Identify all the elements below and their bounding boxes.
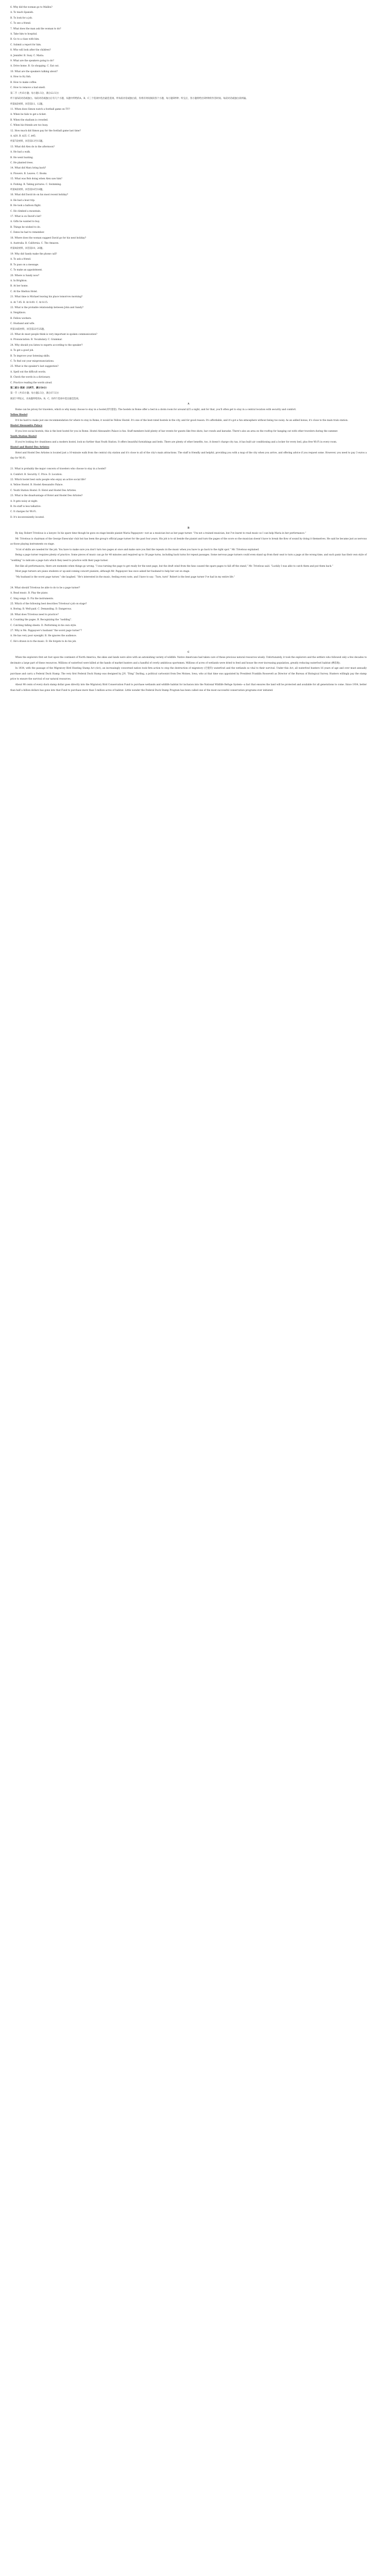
- question-line: 听第9段材料，回答第19、20题。: [10, 247, 45, 250]
- passage-paragraph: Most page turners are piano students or up-and-coming concert pianists, although Mr. Pappayoev has once asked her husband to help her out on stage.: [15, 570, 190, 573]
- passage-paragraph: By day, Robert Trivelous is a lawyer. In his spare time though he goes on stage beside pianist Maria Pappayoev—not as a musician but as her page turner. “I'm not a trained musician, but I've learnt to read music so I can help Maria in her performance.”: [15, 532, 306, 535]
- question-line: 11. When does Simon watch a football game on TV?: [10, 108, 70, 111]
- question-line: 24. Why should you listen to experts according to the speaker?: [10, 344, 83, 347]
- part2-instructions: 听下面5段对话或独白。每段对话或独白后有几个小题，从题中所给的A、B、C三个选项中选出最佳选项。听每段对话或独白前，你将有时间阅读各个小题，每小题5秒钟；听完后，各小题将给出5秒钟的作答时间。每段对话或独白读两遍。: [10, 97, 248, 100]
- question-line: 20. Where is Sandy now?: [10, 274, 40, 277]
- question-line: A. Pronunciation. B. Vocabulary. C. Grammar.: [10, 338, 63, 342]
- question-line: A. $20. B. $25. C. $45.: [10, 134, 37, 138]
- question-line: C. At the Shelton Hotel.: [10, 290, 38, 293]
- question-line: C. Husband and wife.: [10, 323, 35, 326]
- question-line: A. He has very poor eyesight. B. He ignores the audience.: [10, 635, 77, 638]
- question-line: C. Catching falling sheets. D. Performing in his own style.: [10, 624, 77, 627]
- question-line: 7. What does the man ask the woman to do?: [10, 27, 61, 30]
- question-line: A. Neighbors.: [10, 312, 26, 315]
- question-line: A. Take him to hospital.: [10, 33, 38, 36]
- question-line: C. Dates he had to remember.: [10, 231, 45, 234]
- question-line: 16. What did David do on his most recent holiday?: [10, 194, 68, 197]
- passage-paragraph: Mr. Trivelous is chairman of the George Enescular club but has been the group's official page turner for the past four years. His job is to sit beside the pianist and turn the pages of the score so the musician doesn't have to break the flow of sound by doing it themselves. He said he became just as nervous as those playing instruments on stage.: [10, 537, 367, 546]
- hostel-text-yellow: It'd be hard to make just one recommendation for where to stay in Rome; it would be Yellow Hostel. It's one of the best-rated hostels in the city, and for good reason. It's affordable, and it's got a fun atmosphere without being too noisy. As an added bonus, it's close to the main train station.: [15, 419, 349, 422]
- question-line: A. Comfort. B. Security. C. Price. D. Location.: [10, 473, 63, 476]
- question-line: 听第7段材料，回答第13至15题。: [10, 140, 45, 143]
- question-line: A. He had a boat trip.: [10, 199, 36, 202]
- question-line: 26. What does Trivelous need to practice?: [10, 613, 59, 616]
- passage-paragraph: In 1934, with the passage of the Migratory Bird Hunting Stamp Act (Act), an increasingly concerned nation took firm action to stop the destruction of migratory (迁徙的) waterfowl and the wetlands so vital to their survival. Under this Act, all waterfowl hunters 16 years of age and over must annually purchase and carry a Federal Duck Stamp. The very first Federal Duck Stamp was designed by J.N. “Ding” Darling, a political cartoonist from Des Moines, Iowa, who at that time was appointed by President Franklin Roosevelt as Director of the Bureau of Biological Survey. Hunters willingly pay the stamp price to ensure the survival of our natural resources.: [10, 667, 367, 681]
- question-line: 24. What should Trivelous be able to do to be a page turner?: [10, 586, 80, 589]
- passage-paragraph: But like all performances, there are moments when things go wrong. “I was turning the page to get ready for the next page, but the draft wind from the fans caused the spare pages to fall off the stand,” Mr. Trivelous said. “Luckily I was able to catch them and put them back.”: [15, 565, 333, 568]
- question-line: B. Go to a class with him.: [10, 38, 40, 41]
- question-line: 23. What do most people think is very important in spoken communication?: [10, 333, 97, 336]
- question-line: 22. Which hostel best suits people who enjoy an active social life?: [10, 479, 86, 482]
- question-line: C. How to remove a bad smell.: [10, 87, 46, 90]
- question-line: 8. Who will look after the children?: [10, 49, 51, 52]
- passage-b-body: [10, 531, 367, 580]
- question-line: D. It's inconveniently located.: [10, 516, 45, 519]
- hostel-text-des-artistes: Hotel and Hostel Des Artistes is located just a 10-minute walk from the central city station and it's close to all of the city's main attractions. The staff is friendly and helpful, providing you with a map of the city when you arrive, and offering advice if you request some. However, you need to pay 3 euros a day for Wi-Fi.: [10, 451, 367, 460]
- question-line: B. To pass on a message.: [10, 263, 39, 266]
- question-line: A. It gets noisy at night.: [10, 500, 38, 503]
- question-line: C. Submit a report for him.: [10, 43, 42, 46]
- question-line: A. Drive home. B. Go shopping. C. Eat out.: [10, 65, 59, 68]
- question-line: 21. What time is Michael leaving his place tomorrow morning?: [10, 296, 83, 299]
- hostel-heading-des-artistes: Hostel and Hostel Des Artistes: [10, 446, 49, 449]
- question-line: C. To see a friend.: [10, 22, 31, 25]
- question-line: C. To make an appointment.: [10, 269, 43, 272]
- listening-part1-questions: [10, 5, 367, 91]
- exam-page: [10, 0, 367, 693]
- question-line: B. He went hunting.: [10, 156, 33, 159]
- reading-part-title: 第二部分 阅读（共两节，满分50分）: [10, 387, 48, 390]
- question-line: C. Practice reading the words aloud.: [10, 381, 53, 384]
- question-line: A. To teach Spanish.: [10, 11, 34, 14]
- question-line: C. Youth Station Hostel. D. Hotel and Hostel Des Artistes.: [10, 489, 77, 492]
- question-line: C. When his friends are too busy.: [10, 124, 48, 127]
- question-line: C. It charges for Wi-Fi.: [10, 511, 37, 514]
- question-line: 12. How much did Simon pay for the football game last time?: [10, 129, 81, 132]
- passage-b-questions: [10, 586, 367, 645]
- question-line: A. Read music. B. Play the piano.: [10, 592, 48, 595]
- question-line: 25. What is the speaker's last suggestion?: [10, 365, 59, 368]
- question-line: B. At her home.: [10, 285, 28, 288]
- question-line: A. He had a walk.: [10, 151, 31, 154]
- reading-section1-instructions: 阅读下列短文，从每题所给的A、B、C、D四个选项中选出最佳选项。: [10, 397, 81, 400]
- question-line: A. At 7:45. B. At 8:00. C. At 8:15.: [10, 301, 48, 304]
- question-line: 听第10段材料，回答第23至25题。: [10, 328, 46, 331]
- question-line: B. Check the words in a dictionary.: [10, 376, 50, 379]
- question-line: C. He's drawn in to the music. D. He forgets to do his job.: [10, 640, 77, 643]
- hostel-heading-youth-station: Youth Station Hostel: [10, 435, 37, 438]
- question-line: B. Fellow workers.: [10, 317, 32, 320]
- question-line: B. When the stadium is crowded.: [10, 118, 48, 122]
- question-line: 10. What are the speakers talking about?: [10, 70, 58, 73]
- passage-c-label: C: [187, 651, 190, 654]
- question-line: 17. What is on David's list?: [10, 215, 42, 218]
- passage-paragraph: Being a page turner requires plenty of practice. Some pieces of music can go for 40 minutes and required up to 30 page turns, including back turns for repeat passages. Some nervous page turners could even stand up from their seat to turn a page at the wrong time, and such panic has their own style of “nodding” to indicate a page turn which they need to practice with their page turner.: [10, 554, 367, 563]
- passage-a-intro: Rome can be pricey for travelers, which is why many choose to stay in a hostel(青年旅馆). The hostels in Rome offer a bed in a dorm room for around $25 a night, and for that, you'll often get to stay in a central location with security and comfort.: [15, 408, 297, 411]
- question-line: 19. Why did Sandy make the phone call?: [10, 252, 57, 256]
- question-line: A. Gifts he wanted to buy.: [10, 221, 40, 224]
- question-line: A. In Brighton.: [10, 279, 27, 282]
- question-line: B. Things he wished to do.: [10, 226, 41, 229]
- question-line: 13. What did Alex do in the afternoon?: [10, 145, 55, 148]
- passage-a-questions: [10, 467, 367, 520]
- question-line: A. Jennifer. B. Susy. C. Maria.: [10, 54, 44, 57]
- question-line: 14. What did Mary bring back?: [10, 167, 46, 170]
- passage-c-body: [10, 655, 367, 693]
- question-line: 听第8段材料，回答第16至18题。: [10, 189, 45, 191]
- question-line: A. Yellow Hostel. B. Hostel Alessandro Palace.: [10, 484, 63, 487]
- question-line: A. Fishing. B. Taking pictures. C. Swimming.: [10, 183, 62, 186]
- passage-paragraph: “A lot of skills are needed for the job. You have to make sure you don't turn two pages at once and make sure you find the repeats in the music when you have to go back to the right spot.” Mr. Trivelous explained.: [15, 548, 260, 551]
- question-line: A. To ask a friend.: [10, 258, 31, 261]
- question-line: 25. Which of the following best describes Trivelous's job on stage?: [10, 603, 87, 606]
- question-line: 21. What is probably the major concern of travelers who choose to stay in a hostel?: [10, 468, 107, 471]
- question-line: B. To look for a job.: [10, 16, 33, 20]
- question-line: 18. Where does the woman suggest David go for his next holiday?: [10, 236, 87, 240]
- question-line: B. To improve your listening skills.: [10, 354, 50, 358]
- question-line: A. Boring. B. Well-paid. C. Demanding. D. Dangerous.: [10, 608, 72, 611]
- question-line: C. He climbed a mountain.: [10, 210, 41, 213]
- question-line: C. To find out your mispronunciations.: [10, 360, 55, 363]
- hostel-heading-yellow: Yellow Hostel: [10, 414, 28, 417]
- question-line: 15. What was Bob doing when Alex saw him?: [10, 178, 62, 181]
- question-line: B. How to make coffee.: [10, 81, 37, 84]
- hostel-text-youth-station: If you're looking for cleanliness and a modern hostel, look no further than Youth Station. It offers beautiful furnishings and beds. There are plenty of other benefits, too, it doesn't charge city tax, it has built air conditioning and a locker for every bed, plus free Wi-Fi in every room.: [15, 440, 337, 444]
- reading-section1-title: 第一节（共15小题；每小题2.5分，满分37.5分）: [10, 392, 60, 395]
- question-line: B. Its staff is less talkative.: [10, 505, 41, 509]
- question-line: C. Sing songs. D. Fix the instruments.: [10, 597, 54, 600]
- question-line: 6. Why did the woman go to Malibu?: [10, 6, 53, 9]
- passage-paragraph: “My husband is the worst page turner,” she laughed. “He's interested in the music, feeling every note, and I have to say: ‘Turn, turn!’ Robert is the best page turner I've had in my entire life.”: [15, 575, 235, 579]
- hostel-text-alessandro: If you love social hostels, this is the best hostel for you in Rome. Hostel Alessandro Palace is fun. Staff members hold plenty of bar events for guests like free shots, bar crawls and karaoke. There's also an area on the rooftop for hanging out with other travelers during the summer.: [15, 430, 338, 433]
- passage-paragraph: When the explorers first set foot upon the continent of North America, the skies and lands were alive with an astonishing variety of wildlife. Native Americans had taken care of these precious natural resources wisely. Unfortunately, it took the explorers and the settlers who followed only a few decades to decimate a large part of these resources. Millions of waterfowl were killed at the hands of market hunters and a handful of overly ambitious sportsmen. Millions of acres of wetlands were dried to feed and house the ever-increasing population, greatly reducing waterfowl habitat (栖息地).: [10, 656, 367, 665]
- question-line: 9. What are the speakers going to do?: [10, 60, 54, 63]
- question-line: A. To get a good job.: [10, 349, 34, 352]
- question-line: 22. What is the probable relationship between John and Sandy?: [10, 306, 83, 309]
- question-line: 听第6段材料，回答第11、12题。: [10, 103, 45, 106]
- passage-b-label: B: [187, 527, 190, 530]
- question-line: A. Counting the pages. B. Recognizing the “nodding”.: [10, 619, 72, 622]
- passage-a-label: A: [187, 403, 190, 406]
- question-line: B. He took a balloon flight.: [10, 205, 41, 208]
- question-line: A. Australia. B. California. C. The Amazon.: [10, 242, 59, 245]
- hostel-heading-alessandro: Hostel Alessandro Palace: [10, 425, 43, 428]
- question-line: A. How to fry fish.: [10, 76, 31, 79]
- question-line: A. When he fails to get a ticket.: [10, 113, 47, 116]
- passage-paragraph: About 98 cents of every duck stamp dollar goes directly into the Migratory Bird Conservation Fund to purchase wetlands and wildlife habitat for inclusion into the National Wildlife Refuge System—a fact that ensures the land will be protected and available for all generations to come. Since 1934, better than half a billion dollars has gone into that Fund to purchase more than 5 million acres of habitat. Little wonder the Federal Duck Stamp Program has been called one of the most successful conservation programs ever initiated.: [10, 684, 367, 692]
- question-line: 23. What is the disadvantage of Hotel and Hostel Des Artistes?: [10, 495, 83, 498]
- question-line: 27. Why is Ms. Pappayoev's husband “the worst page turner”?: [10, 630, 82, 633]
- part2-heading: 第二节（共15小题；每小题1.5分，满分22.5分）: [10, 92, 60, 95]
- listening-part2-questions: [10, 102, 367, 386]
- question-line: A. Flowers. B. Leaves. C. Books.: [10, 172, 47, 175]
- question-line: C. He planted trees.: [10, 161, 33, 164]
- question-line: A. Spell out the difficult words.: [10, 370, 46, 374]
